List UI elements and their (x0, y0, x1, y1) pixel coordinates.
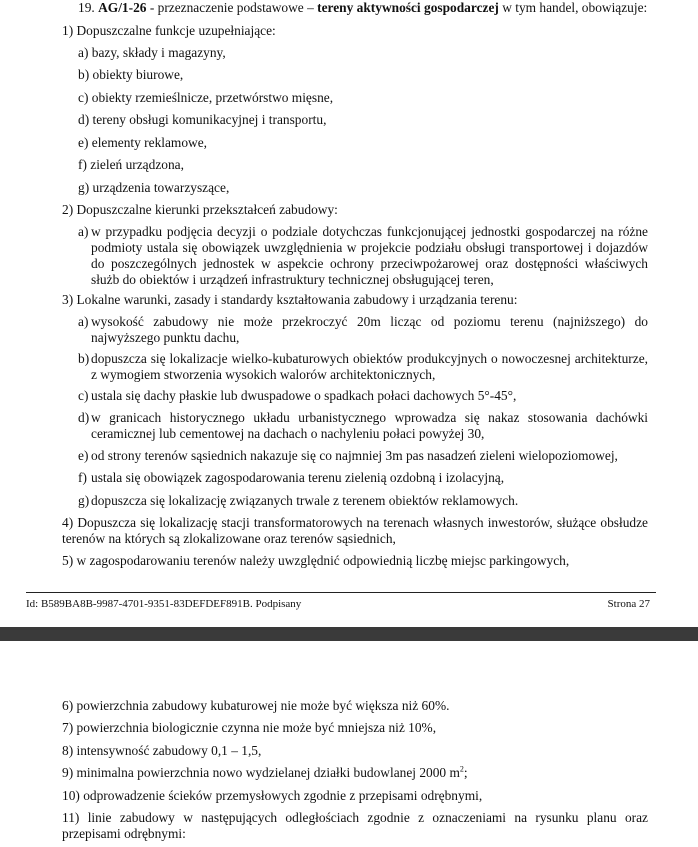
list-marker: g) (78, 493, 90, 508)
heading-number: 19. (78, 0, 95, 15)
list-marker: c) (78, 388, 89, 403)
list-item: d) tereny obsługi komunikacyjnej i transportu, (78, 112, 327, 127)
list-item: a) bazy, składy i magazyny, (78, 45, 226, 60)
list-item: 6) powierzchnia zabudowy kubaturowej nie może być większa niż 60%. (62, 698, 450, 713)
heading-middle: - przeznaczenie podstawowe – (146, 0, 318, 15)
section-heading (78, 0, 647, 16)
list-marker: a) (78, 314, 89, 329)
section-5: 5) w zagospodarowaniu terenów należy uwzględnić odpowiednią liczbę miejsc parkingowych, (62, 553, 570, 568)
list-item-text: dopuszcza się lokalizacje wielko-kubaturowych obiektów produkcyjnych o nowoczesnej architekturze, z wymogiem stworzenia wysokich walorów architektonicznych, (91, 351, 648, 382)
list-marker: e) (78, 448, 89, 463)
list-item-text: wysokość zabudowy nie może przekroczyć 20m licząc od poziomu terenu (najniższego) do najwyższego punktu dachu, (91, 314, 648, 345)
item-9-text: 9) minimalna powierzchnia nowo wydzielanej działki budowlanej 2000 m (62, 765, 460, 780)
list-item-text: w przypadku podjęcia decyzji o podziale dotychczas funkcjonującej jednostki gospodarczej na różne podmioty ustala się obowiązek uwzględnienia w projekcie podziału obsługi transportowej i dojazdów do poszczególnych jednostek w aspekcie ochrony przeciwpożarowej oraz dostępności właściwych służb do obiektów i urządzeń infrastruktury technicznej obsługującej teren, (91, 224, 648, 287)
list-item: c) obiekty rzemieślnicze, przetwórstwo mięsne, (78, 90, 334, 105)
page-number: Strona 27 (607, 598, 650, 610)
list-item: 10) odprowadzenie ścieków przemysłowych zgodnie z przepisami odrębnymi, (62, 788, 483, 803)
section-4 (62, 515, 648, 547)
item-9-superscript: 2 (459, 764, 464, 774)
list-marker: a) (78, 224, 89, 239)
item-9-end: ; (463, 765, 468, 780)
section-4-text: 4) Dopuszcza się lokalizację stacji transformatorowych na terenach własnych inwestorów, służące obsłudze terenów na których są zlokalizowane oraz terenów sąsiednich, (62, 515, 648, 546)
list-item: f) zieleń urządzona, (78, 157, 184, 172)
list-item (62, 765, 468, 781)
list-item: e) elementy reklamowe, (78, 135, 208, 150)
heading-end: w tym handel, obowiązuje: (498, 0, 648, 15)
list-item-text: ustala się obowiązek zagospodarowania terenu zielenią ozdobną i izolacyjną, (91, 470, 505, 485)
footer-rule (26, 592, 656, 593)
section-3-label: 3) Lokalne warunki, zasady i standardy kształtowania zabudowy i urządzania terenu: (62, 292, 518, 307)
list-item: g) urządzenia towarzyszące, (78, 180, 230, 195)
list-item-text: ustala się dachy płaskie lub dwuspadowe o spadkach połaci dachowych 5°-45°, (91, 388, 517, 403)
list-item: b) obiekty biurowe, (78, 67, 184, 82)
list-marker: d) (78, 410, 90, 425)
list-marker: f) (78, 470, 87, 485)
list-item-text: dopuszcza się lokalizację związanych trwale z terenem obiektów reklamowych. (91, 493, 519, 508)
list-marker: b) (78, 351, 90, 366)
list-item: 11) linie zabudowy w następujących odległościach zgodnie z oznaczeniami na rysunku planu oraz przepisami odrębnymi: (62, 810, 648, 841)
document-page-28 (0, 641, 698, 847)
document-id: Id: B589BA8B-9987-4701-9351-83DEFDEF891B. Podpisany (26, 598, 302, 610)
list-item-text: w granicach historycznego układu urbanistycznego wprowadza się nakaz stosowania dachówki ceramicznej lub cementowej na dachach o nachyleniu połaci powyżej 30, (91, 410, 648, 441)
heading-code: AG/1-26 (98, 0, 147, 15)
page-separator (0, 627, 698, 641)
heading-bold-tail: tereny aktywności gospodarczej (317, 0, 499, 15)
section-1-label: 1) Dopuszczalne funkcje uzupełniające: (62, 23, 276, 38)
list-item: 8) intensywność zabudowy 0,1 – 1,5, (62, 743, 262, 758)
section-2-label: 2) Dopuszczalne kierunki przekształceń zabudowy: (62, 202, 338, 217)
list-item-text: od strony terenów sąsiednich nakazuje się co najmniej 3m pas nasadzeń zieleni wielopoziomowej, (91, 448, 618, 463)
list-item: 7) powierzchnia biologicznie czynna nie może być mniejsza niż 10%, (62, 720, 437, 735)
